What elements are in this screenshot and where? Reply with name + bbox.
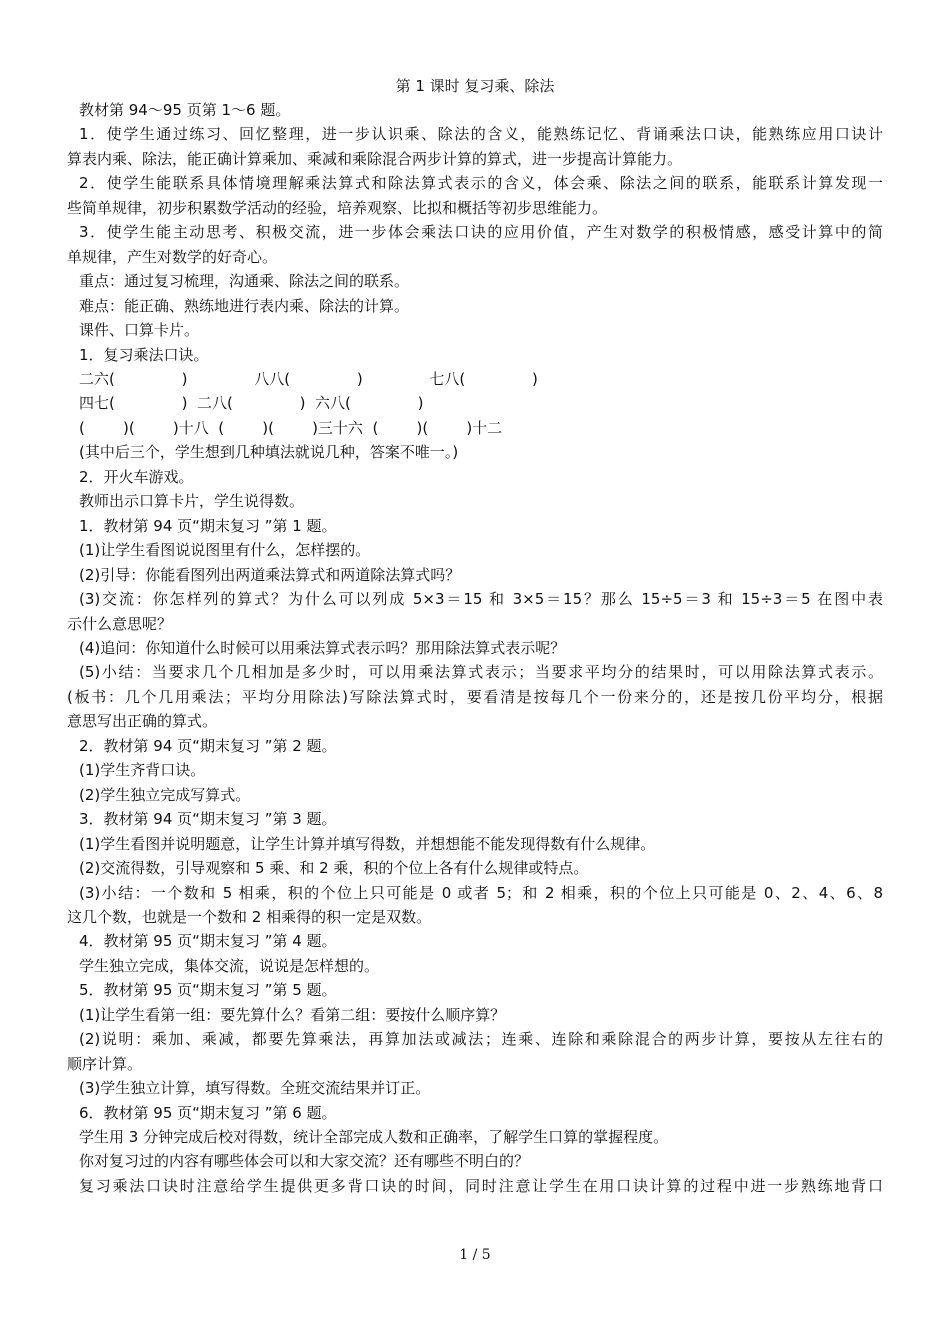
text-line: 5．教材第 95 页“期末复习 ”第 5 题。 — [79, 981, 337, 1000]
text-line: (板书：几个几用乘法；平均分用除法)写除法算式时，要看清是按每几个一份来分的，还是按几份平均分，根据 — [67, 687, 883, 706]
text-line: 难点：能正确、熟练地进行表内乘、除法的计算。 — [79, 296, 410, 315]
page-number: 1 / 5 — [459, 1247, 491, 1263]
text-line: 2．使学生能联系具体情境理解乘法算式和除法算式表示的含义，体会乘、除法之间的联系，能联系计算发现一 — [79, 174, 883, 193]
text-line: (2)引导：你能看图列出两道乘法算式和两道除法算式吗？ — [79, 565, 461, 584]
text-line: 4．教材第 95 页“期末复习 ”第 4 题。 — [79, 932, 337, 951]
text-line: 1．教材第 94 页“期末复习 ”第 1 题。 — [79, 516, 337, 535]
text-line: (3)学生独立计算，填写得数。全班交流结果并订正。 — [79, 1079, 431, 1098]
text-line: 3．使学生能主动思考、积极交流，进一步体会乘法口诀的应用价值，产生对数学的积极情感，感受计算中的简 — [79, 223, 883, 242]
text-line: (1)学生齐背口诀。 — [79, 761, 206, 780]
text-line: 二六( ) 八八( ) 七八( ) — [79, 369, 538, 388]
text-line: 复习乘法口诀时注意给学生提供更多背口诀的时间，同时注意让学生在用口诀计算的过程中进一步熟练地背口 — [79, 1176, 883, 1195]
text-line: 学生用 3 分钟完成后校对得数，统计全部完成人数和正确率，了解学生口算的掌握程度。 — [79, 1128, 669, 1147]
text-line: 示什么意思呢？ — [67, 614, 173, 633]
text-line: 些简单规律，初步积累数学活动的经验，培养观察、比拟和概括等初步思维能力。 — [67, 198, 608, 217]
text-line: (1)让学生看第一组：要先算什么？看第二组：要按什么顺序算？ — [79, 1005, 506, 1024]
text-line: 学生独立完成，集体交流，说说是怎样想的。 — [79, 956, 380, 975]
text-line: 顺序计算。 — [67, 1054, 143, 1073]
text-line: 教师出示口算卡片，学生说得数。 — [79, 492, 305, 511]
text-line: (2)交流得数，引导观察和 5 乘、和 2 乘，积的个位上各有什么规律或特点。 — [79, 859, 589, 878]
text-line: 1．使学生通过练习、回忆整理，进一步认识乘、除法的含义，能熟练记忆、背诵乘法口诀，能熟练应用口诀计 — [79, 125, 883, 144]
text-line: ( )( )十八 ( )( )三十六 ( )( )十二 — [79, 418, 503, 437]
text-line: 2．开火车游戏。 — [79, 467, 194, 486]
text-line: 课件、口算卡片。 — [79, 321, 200, 340]
text-line: (3)小结：一个数和 5 相乘，积的个位上只可能是 0 或者 5；和 2 相乘，积的个位上只可能是 0、2、4、6、8 — [79, 883, 883, 902]
text-line: 算表内乘、除法，能正确计算乘加、乘减和乘除混合两步计算的算式，进一步提高计算能力。 — [67, 149, 683, 168]
text-line: 重点：通过复习梳理，沟通乘、除法之间的联系。 — [79, 272, 410, 291]
text-line: 教材第 94～95 页第 1～6 题。 — [79, 101, 291, 119]
text-line: 你对复习过的内容有哪些体会可以和大家交流？还有哪些不明白的？ — [79, 1152, 530, 1171]
text-line: (2)学生独立完成写算式。 — [79, 785, 251, 804]
text-line: (1)让学生看图说说图里有什么，怎样摆的。 — [79, 541, 371, 560]
text-line: (1)学生看图并说明题意，让学生计算并填写得数，并想想能不能发现得数有什么规律。 — [79, 834, 656, 853]
text-line: 6．教材第 95 页“期末复习 ”第 6 题。 — [79, 1103, 337, 1122]
text-line: (5)小结：当要求几个几相加是多少时，可以用乘法算式表示；当要求平均分的结果时，可以用除法算式表示。 — [79, 663, 883, 682]
text-line: 1．复习乘法口诀。 — [79, 345, 209, 364]
text-line: (4)追问：你知道什么时候可以用乘法算式表示吗？那用除法算式表示呢？ — [79, 638, 566, 657]
text-line: 3．教材第 94 页“期末复习 ”第 3 题。 — [79, 810, 337, 829]
text-line: 单规律，产生对数学的好奇心。 — [67, 247, 278, 266]
text-line: 2．教材第 94 页“期末复习 ”第 2 题。 — [79, 736, 337, 755]
page-title: 第 1 课时 复习乘、除法 — [395, 77, 555, 95]
text-line: 意思写出正确的算式。 — [67, 712, 218, 731]
text-line: (其中后三个，学生想到几种填法就说几种，答案不唯一。) — [79, 443, 459, 462]
text-line: (2)说明：乘加、乘减，都要先算乘法，再算加法或减法；连乘、连除和乘除混合的两步计算，要按从左往右的 — [79, 1030, 883, 1049]
text-line: 这几个数，也就是一个数和 2 相乘得的积一定是双数。 — [67, 907, 432, 926]
text-line: (3)交流：你怎样列的算式？为什么可以列成 5×3＝15 和 3×5＝15？那么 15÷5＝3 和 15÷3＝5 在图中表 — [79, 590, 883, 609]
text-line: 四七( ) 二八( ) 六八( ) — [79, 394, 424, 413]
document-body — [67, 98, 883, 1198]
